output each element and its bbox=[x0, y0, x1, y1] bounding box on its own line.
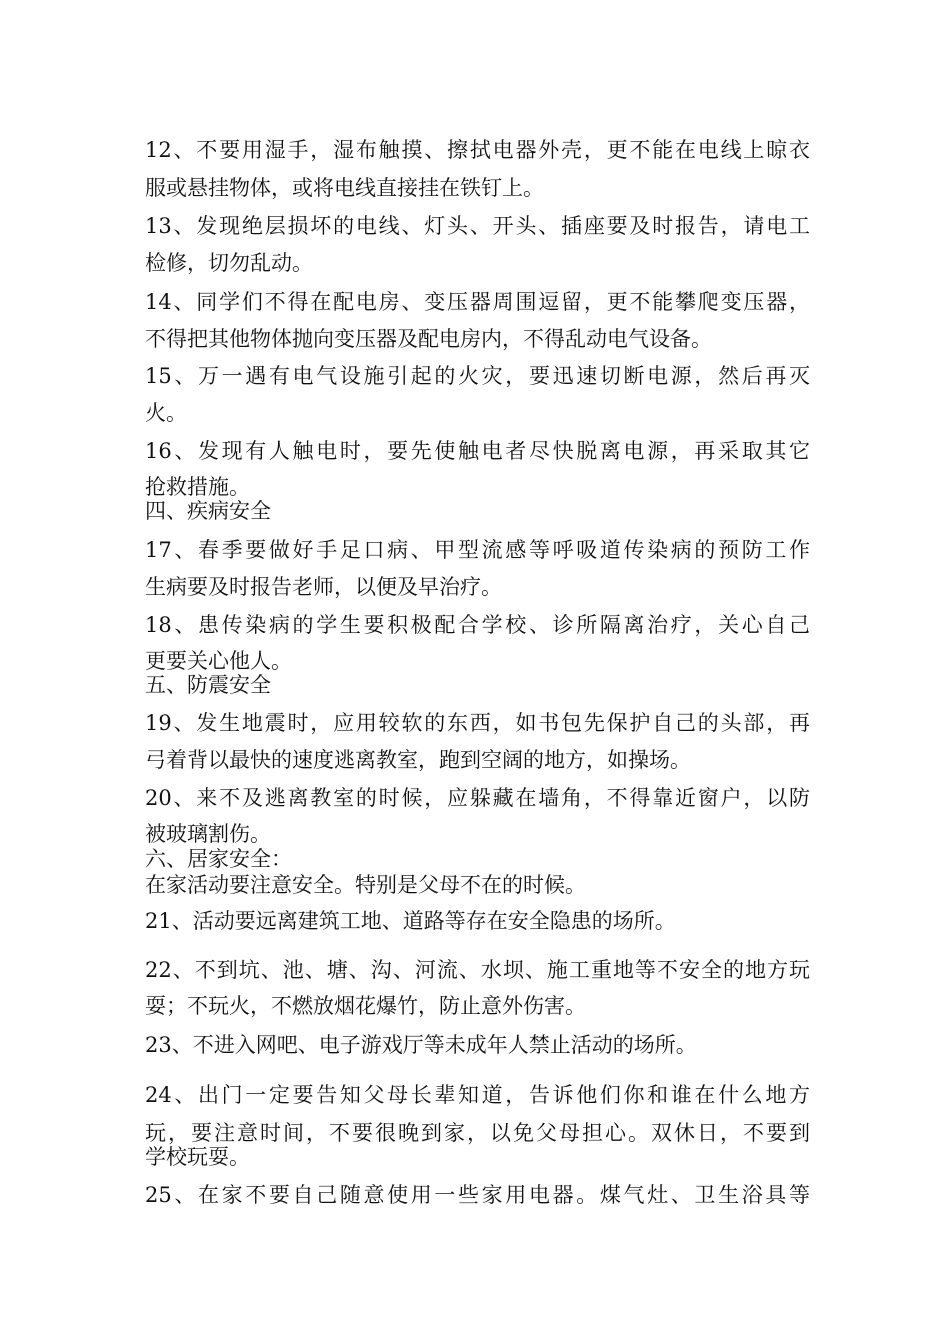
text-line: 火。 bbox=[145, 401, 187, 425]
text-line-item-25: 25、在家不要自己随意使用一些家用电器。煤气灶、卫生浴具等 bbox=[145, 1183, 810, 1207]
text-line-item-21: 21、活动要远离建筑工地、道路等存在安全隐患的场所。 bbox=[145, 909, 676, 933]
text-line: 耍；不玩火，不燃放烟花爆竹，防止意外伤害。 bbox=[145, 994, 586, 1018]
text-line-item-18: 18、患传染病的学生要积极配合学校、诊所隔离治疗，关心自己 bbox=[145, 613, 810, 637]
text-line: 更要关心他人。 bbox=[145, 649, 292, 673]
text-line-item-14: 14、同学们不得在配电房、变压器周围逗留，更不能攀爬变压器， bbox=[145, 290, 810, 314]
text-line-item-23: 23、不进入网吧、电子游戏厅等未成年人禁止活动的场所。 bbox=[145, 1033, 697, 1057]
text-line: 学校玩耍。 bbox=[145, 1145, 250, 1169]
text-line: 服或悬挂物体，或将电线直接挂在铁钉上。 bbox=[145, 176, 544, 200]
text-line: 玩，要注意时间，不要很晚到家，以免父母担心。双休日，不要到 bbox=[145, 1121, 810, 1145]
section-heading-earthquake-safety: 五、防震安全 bbox=[145, 673, 271, 697]
text-line: 生病要及时报告老师，以便及早治疗。 bbox=[145, 575, 502, 599]
text-line-item-19: 19、发生地震时，应用较软的东西，如书包先保护自己的头部，再 bbox=[145, 711, 810, 735]
text-line-item-17: 17、春季要做好手足口病、甲型流感等呼吸道传染病的预防工作 bbox=[145, 538, 810, 562]
text-line-item-12: 12、不要用湿手，湿布触摸、擦拭电器外壳，更不能在电线上晾衣 bbox=[145, 138, 810, 162]
text-line-item-20: 20、来不及逃离教室的时候，应躲藏在墙角，不得靠近窗户，以防 bbox=[145, 786, 810, 810]
section-heading-home-safety: 六、居家安全： bbox=[145, 847, 292, 871]
text-line: 被玻璃割伤。 bbox=[145, 822, 271, 846]
section-heading-disease-safety: 四、疾病安全 bbox=[145, 499, 271, 523]
text-line-item-13: 13、发现绝层损坏的电线、灯头、开头、插座要及时报告，请电工 bbox=[145, 214, 810, 238]
text-line-item-22: 22、不到坑、池、塘、沟、河流、水坝、施工重地等不安全的地方玩 bbox=[145, 958, 810, 982]
text-line: 抢救措施。 bbox=[145, 475, 250, 499]
text-line-item-16: 16、发现有人触电时，要先使触电者尽快脱离电源，再采取其它 bbox=[145, 439, 810, 463]
text-line-intro: 在家活动要注意安全。特别是父母不在的时候。 bbox=[145, 873, 586, 897]
text-line: 弓着背以最快的速度逃离教室，跑到空阔的地方，如操场。 bbox=[145, 748, 691, 772]
text-line: 检修，切勿乱动。 bbox=[145, 251, 313, 275]
text-line-item-24: 24、出门一定要告知父母长辈知道，告诉他们你和谁在什么地方 bbox=[145, 1083, 810, 1107]
text-line-item-15: 15、万一遇有电气设施引起的火灾，要迅速切断电源，然后再灭 bbox=[145, 364, 810, 388]
text-line: 不得把其他物体抛向变压器及配电房内，不得乱动电气设备。 bbox=[145, 327, 712, 351]
